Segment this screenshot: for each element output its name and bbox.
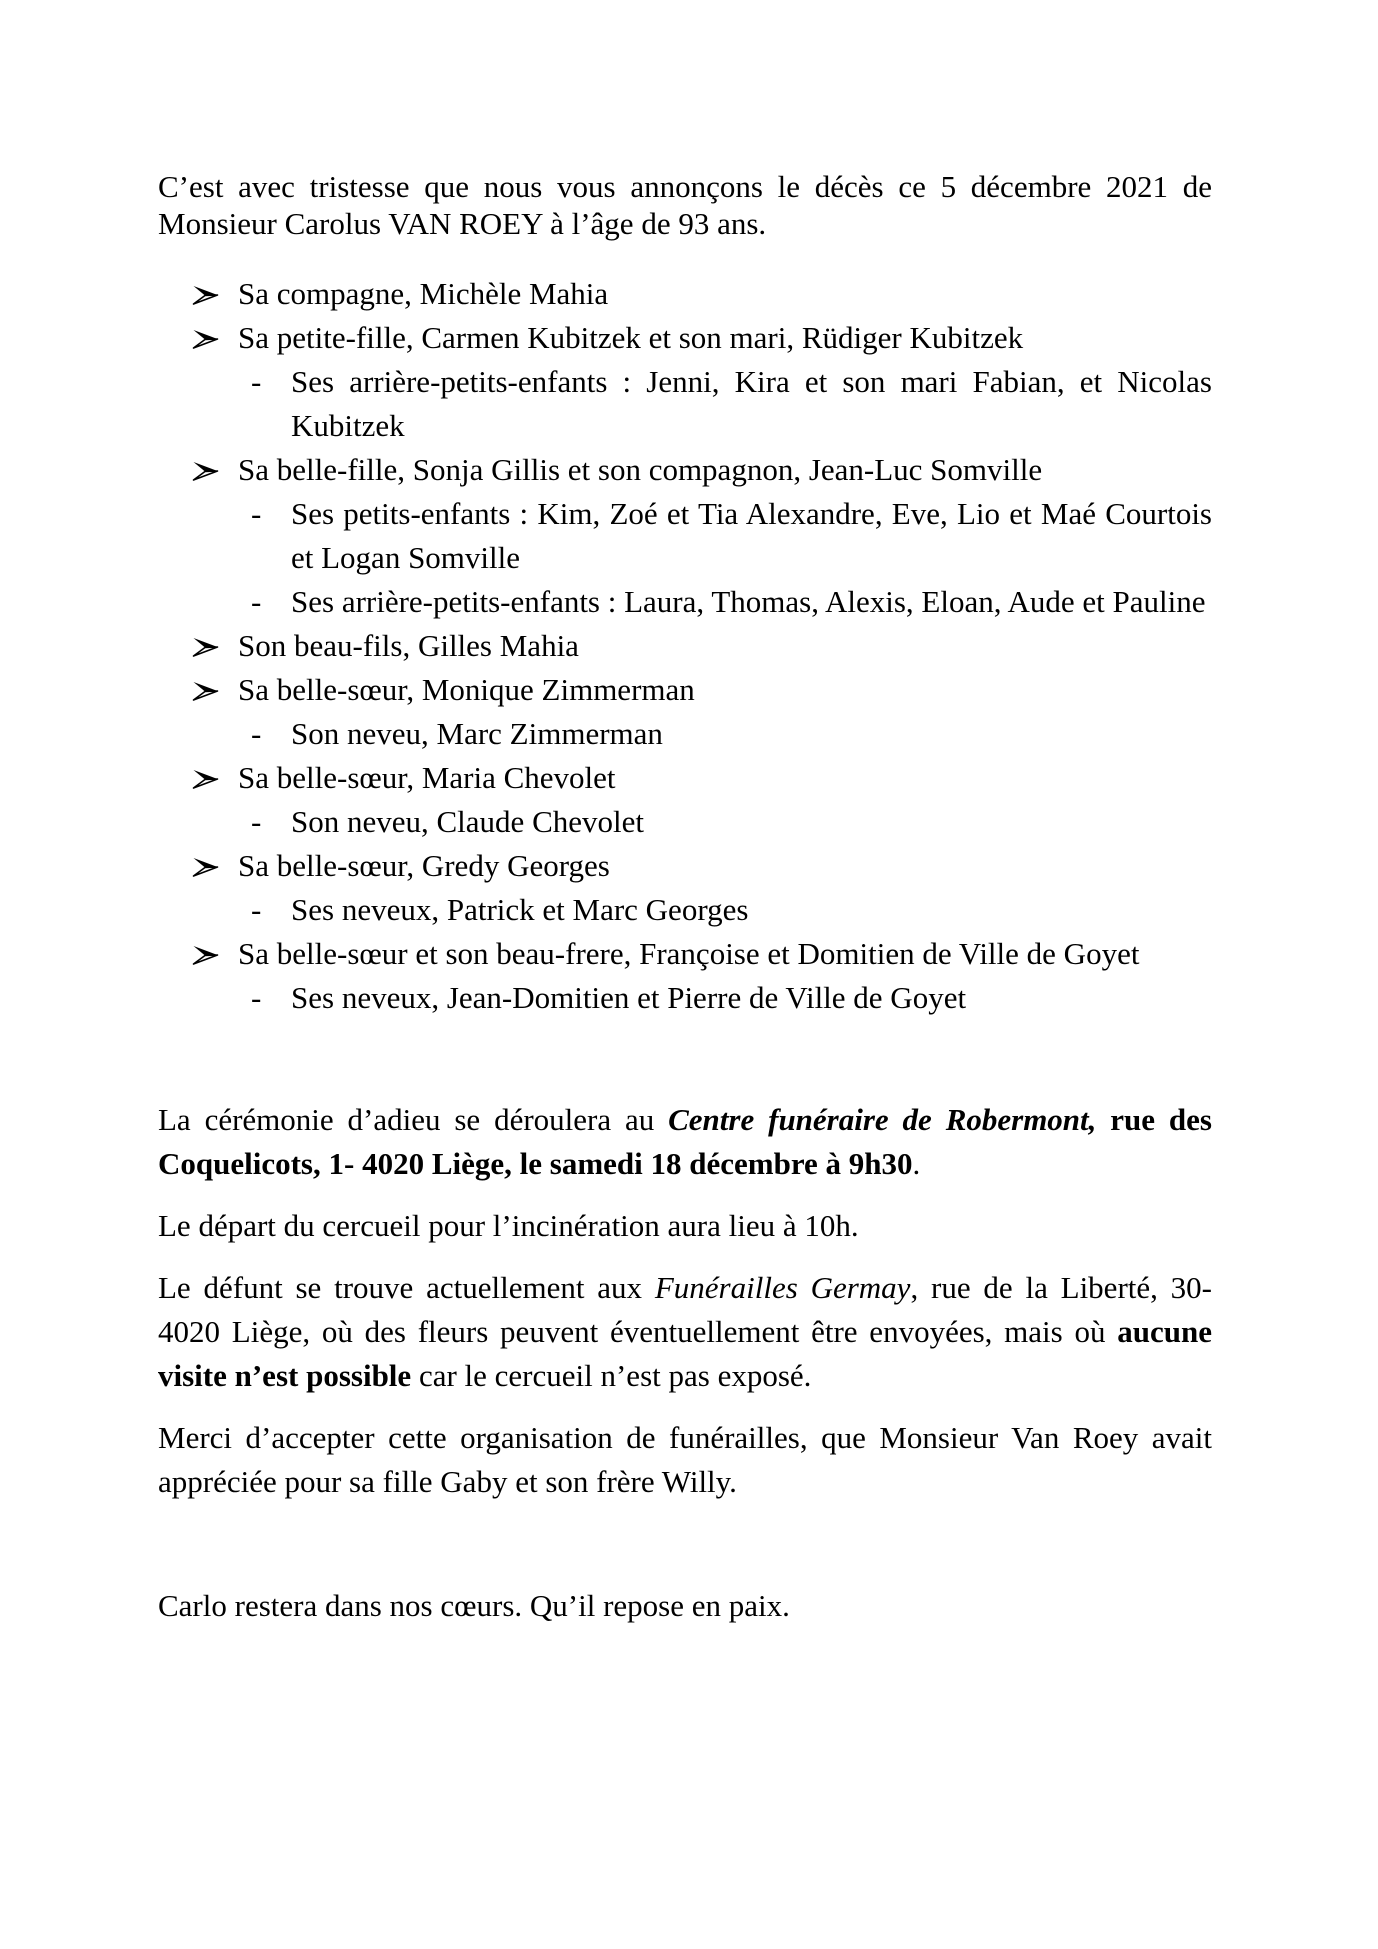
dash-bullet: - — [251, 804, 262, 839]
text-segment: Funérailles Germay — [654, 1270, 911, 1305]
family-list-item — [158, 712, 1212, 756]
dash-bullet: - — [251, 980, 262, 1015]
family-list-item — [158, 624, 1212, 668]
text-segment: La cérémonie d’adieu se déroulera au — [158, 1102, 669, 1137]
family-list — [158, 272, 1212, 1020]
family-list-item-text: Sa belle-sœur, Maria Chevolet — [238, 760, 616, 795]
family-list-item — [158, 756, 1212, 800]
family-list-item-text: Ses neveux, Patrick et Marc Georges — [291, 892, 749, 927]
family-list-item-text: Sa compagne, Michèle Mahia — [238, 276, 609, 311]
repose-paragraph — [158, 1266, 1212, 1398]
arrow-bullet-icon — [192, 668, 232, 712]
family-list-item-text: Sa belle-sœur et son beau-frere, Françoise et Domitien de Ville de Goyet — [238, 936, 1140, 971]
family-list-item — [158, 316, 1212, 360]
family-list-item-text: Sa belle-sœur, Monique Zimmerman — [238, 672, 695, 707]
family-list-item — [158, 668, 1212, 712]
dash-bullet: - — [251, 496, 262, 531]
dash-bullet: - — [251, 892, 262, 927]
family-list-item — [158, 580, 1212, 624]
family-list-item-text: Ses neveux, Jean-Domitien et Pierre de Ville de Goyet — [291, 980, 967, 1015]
family-list-item — [158, 844, 1212, 888]
family-list-item — [158, 360, 1212, 448]
dash-bullet: - — [251, 716, 262, 751]
arrow-bullet-icon — [192, 448, 232, 492]
family-list-item — [158, 800, 1212, 844]
intro-paragraph: C’est avec tristesse que nous vous annonçons le décès ce 5 décembre 2021 de Monsieur Carolus VAN ROEY à l’âge de 93 ans. — [158, 169, 1212, 241]
arrow-bullet-icon — [192, 316, 232, 360]
thanks-paragraph: Merci d’accepter cette organisation de funérailles, que Monsieur Van Roey avait appréciée pour sa fille Gaby et son frère Willy. — [158, 1420, 1212, 1499]
arrow-bullet-icon — [192, 624, 232, 668]
family-list-item-text: Ses arrière-petits-enfants : Laura, Thomas, Alexis, Eloan, Aude et Pauline — [291, 584, 1206, 619]
ceremony-paragraph — [158, 1098, 1212, 1186]
arrow-bullet-icon — [192, 932, 232, 976]
text-segment: . — [912, 1146, 921, 1181]
text-segment: , rue de la Liberté, 30- 4020 Liège, où des fleurs peuvent éventuellement être envoyées, mais où — [158, 1270, 1213, 1349]
family-list-item-text: Ses arrière-petits-enfants : Jenni, Kira et son mari Fabian, et Nicolas Kubitzek — [291, 364, 1212, 443]
family-list-item — [158, 932, 1212, 976]
text-segment: car le cercueil n’est pas exposé. — [411, 1358, 812, 1393]
family-list-item-text: Sa petite-fille, Carmen Kubitzek et son mari, Rüdiger Kubitzek — [238, 320, 1024, 355]
family-list-item — [158, 976, 1212, 1020]
family-list-item-text: Son neveu, Claude Chevolet — [291, 804, 644, 839]
closing-paragraph: Carlo restera dans nos cœurs. Qu’il repose en paix. — [158, 1588, 790, 1623]
arrow-bullet-icon — [192, 844, 232, 888]
family-list-item-text: Son beau-fils, Gilles Mahia — [238, 628, 579, 663]
departure-paragraph: Le départ du cercueil pour l’incinération aura lieu à 10h. — [158, 1208, 859, 1243]
family-list-item — [158, 888, 1212, 932]
dash-bullet: - — [251, 364, 262, 399]
family-list-item-text: Sa belle-fille, Sonja Gillis et son compagnon, Jean-Luc Somville — [238, 452, 1043, 487]
text-segment: rue des Coquelicots, 1- 4020 Liège, le samedi 18 décembre à 9h30 — [158, 1102, 1213, 1181]
family-list-item — [158, 492, 1212, 580]
arrow-bullet-icon — [192, 756, 232, 800]
family-list-item-text: Son neveu, Marc Zimmerman — [291, 716, 663, 751]
text-segment: aucune visite n’est possible — [158, 1314, 1212, 1393]
family-list-item-text: Ses petits-enfants : Kim, Zoé et Tia Alexandre, Eve, Lio et Maé Courtois et Logan Somville — [291, 496, 1212, 575]
family-list-item-text: Sa belle-sœur, Gredy Georges — [238, 848, 610, 883]
dash-bullet: - — [251, 584, 262, 619]
text-segment: Centre funéraire de Robermont, — [668, 1102, 1097, 1137]
family-list-item — [158, 272, 1212, 316]
text-segment: Le défunt se trouve actuellement aux — [158, 1270, 655, 1305]
arrow-bullet-icon — [192, 272, 232, 316]
family-list-item — [158, 448, 1212, 492]
